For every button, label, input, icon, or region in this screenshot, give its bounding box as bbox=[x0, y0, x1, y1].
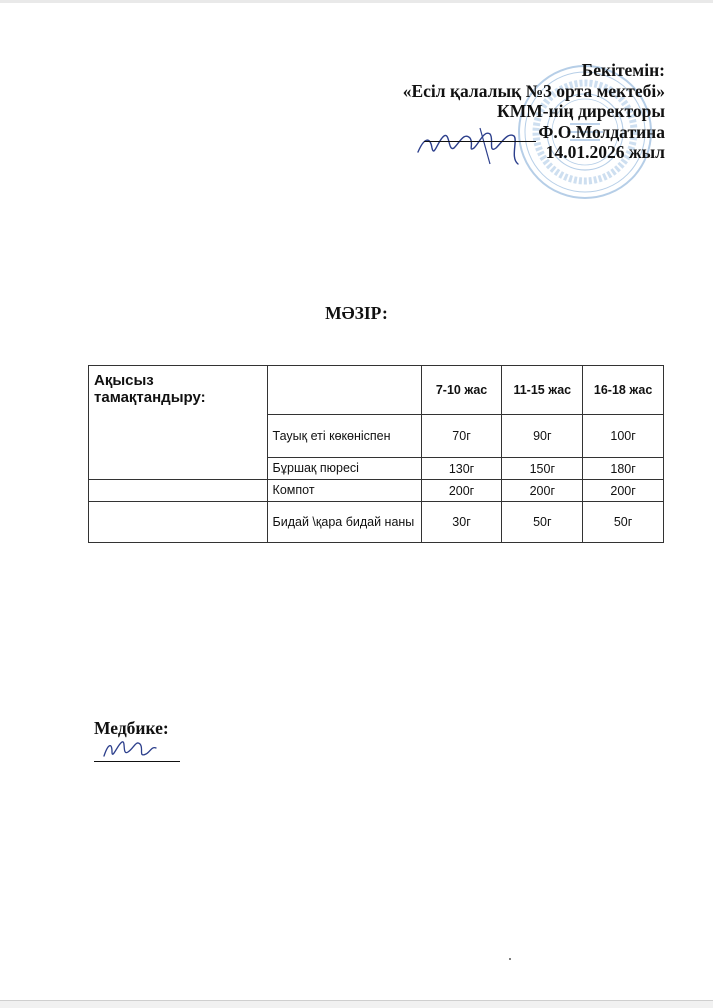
page-top-edge bbox=[0, 0, 713, 3]
nurse-label: Медбике: bbox=[94, 718, 169, 738]
portion-value: 200г bbox=[583, 480, 664, 502]
portion-value: 100г bbox=[583, 415, 664, 458]
director-name: Ф.О.Молдатина bbox=[538, 121, 665, 142]
portion-value: 200г bbox=[421, 480, 502, 502]
table-row bbox=[89, 502, 664, 543]
nurse-signature bbox=[100, 732, 160, 762]
portion-value: 50г bbox=[583, 502, 664, 543]
dish-name: Бидай \қара бидай наны bbox=[267, 502, 421, 543]
director-signature-line bbox=[403, 122, 665, 143]
portion-value: 150г bbox=[502, 458, 583, 480]
portion-value: 180г bbox=[583, 458, 664, 480]
portion-value: 50г bbox=[502, 502, 583, 543]
nurse-signature-line bbox=[94, 761, 180, 762]
table-cell bbox=[89, 480, 268, 502]
portion-value: 30г bbox=[421, 502, 502, 543]
free-meal-label: Ақысыз тамақтандыру: bbox=[89, 366, 268, 480]
director-position: КММ-нің директоры bbox=[497, 101, 665, 121]
portion-value: 70г bbox=[421, 415, 502, 458]
approval-date: 14.01.2026 жыл bbox=[545, 142, 665, 162]
table-header-row bbox=[89, 366, 664, 415]
portion-value: 130г bbox=[421, 458, 502, 480]
portion-value: 90г bbox=[502, 415, 583, 458]
table-cell bbox=[267, 366, 421, 415]
age-header: 11-15 жас bbox=[502, 366, 583, 415]
page-title: МӘЗІР: bbox=[325, 303, 388, 323]
age-header: 16-18 жас bbox=[583, 366, 664, 415]
portion-value: 200г bbox=[502, 480, 583, 502]
page-bottom-edge bbox=[0, 1000, 713, 1008]
scan-speck bbox=[509, 958, 511, 960]
dish-name: Бұршақ пюресі bbox=[267, 458, 421, 480]
table-cell bbox=[89, 502, 268, 543]
dish-name: Тауық еті көкөніспен bbox=[267, 415, 421, 458]
signature-underline bbox=[424, 123, 536, 142]
dish-name: Компот bbox=[267, 480, 421, 502]
school-name: «Есіл қалалық №3 орта мектебі» bbox=[402, 80, 665, 101]
age-header: 7-10 жас bbox=[421, 366, 502, 415]
approval-heading: Бекітемін: bbox=[581, 60, 665, 80]
approval-block bbox=[403, 60, 665, 163]
table-row bbox=[89, 480, 664, 502]
menu-table bbox=[88, 365, 664, 543]
